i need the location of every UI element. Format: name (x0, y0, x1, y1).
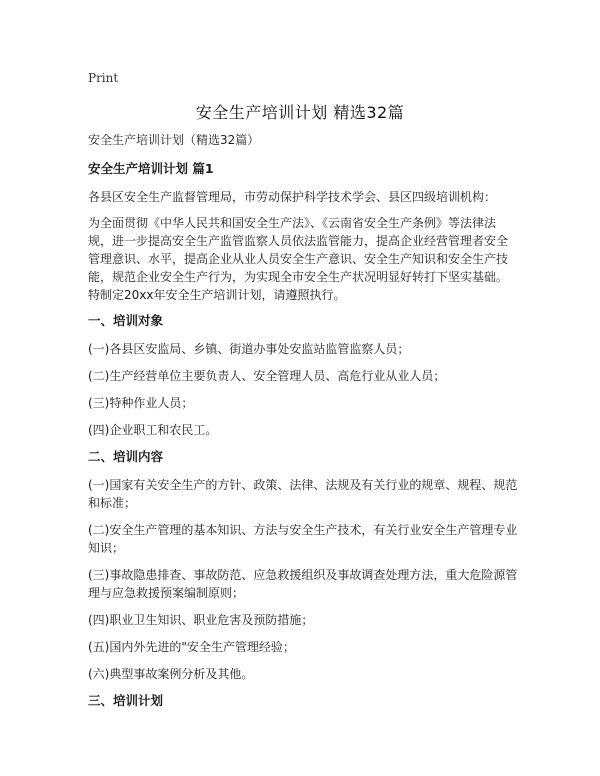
list-item: (一)各县区安监局、乡镇、街道办事处安监站监管监察人员； (88, 342, 410, 356)
heading-training-targets: 一、培训对象 (88, 313, 164, 328)
list-item: (三)特种作业人员； (88, 396, 194, 410)
list-item: (四)职业卫生知识、职业危害及预防措施； (88, 613, 314, 627)
list-item: (二)生产经营单位主要负责人、安全管理人员、高危行业从业人员； (88, 369, 446, 383)
paragraph-purpose: 为全面贯彻《中华人民共和国安全生产法》、《云南省安全生产条例》等法律法规，进一步提高安全生产监管监察人员依法监管能力，提高企业经营管理者安全管理意识、水平，提高企业从业人员安全生产意识、安全生产知识和安全生产技能，规范企业安全生产行为，为实现全市安全生产状况明显好转打下坚实基础。特制定20xx年安全生产培训计划，请遵照执行。 (88, 216, 509, 302)
list-item: (六)典型事故案例分析及其他。 (88, 667, 254, 681)
list-item: (四)企业职工和农民工。 (88, 423, 218, 437)
document-body (88, 158, 518, 720)
section-title: 安全生产培训计划 篇1 (88, 161, 214, 176)
list-item: (三)事故隐患排查、事故防范、应急救援组织及事故调查处理方法，重大危险源管理与应急救援预案编制原则； (88, 568, 518, 600)
print-label: Print (88, 71, 119, 85)
list-item: (五)国内外先进的"安全生产管理经验； (88, 640, 295, 654)
document-title: 安全生产培训计划 精选32篇 (195, 103, 405, 122)
paragraph-recipients: 各县区安全生产监督管理局，市劳动保护科学技术学会、县区四级培训机构： (88, 190, 497, 204)
list-item: (一)国家有关安全生产的方针、政策、法律、法规及有关行业的规章、规程、规范和标准； (88, 478, 518, 510)
heading-training-plan: 三、培训计划 (88, 693, 164, 708)
list-item: (二)安全生产管理的基本知识、方法与安全生产技术，有关行业安全生产管理专业知识； (88, 523, 518, 555)
heading-training-content: 二、培训内容 (88, 449, 164, 464)
document-subtitle: 安全生产培训计划（精选32篇） (88, 133, 260, 147)
